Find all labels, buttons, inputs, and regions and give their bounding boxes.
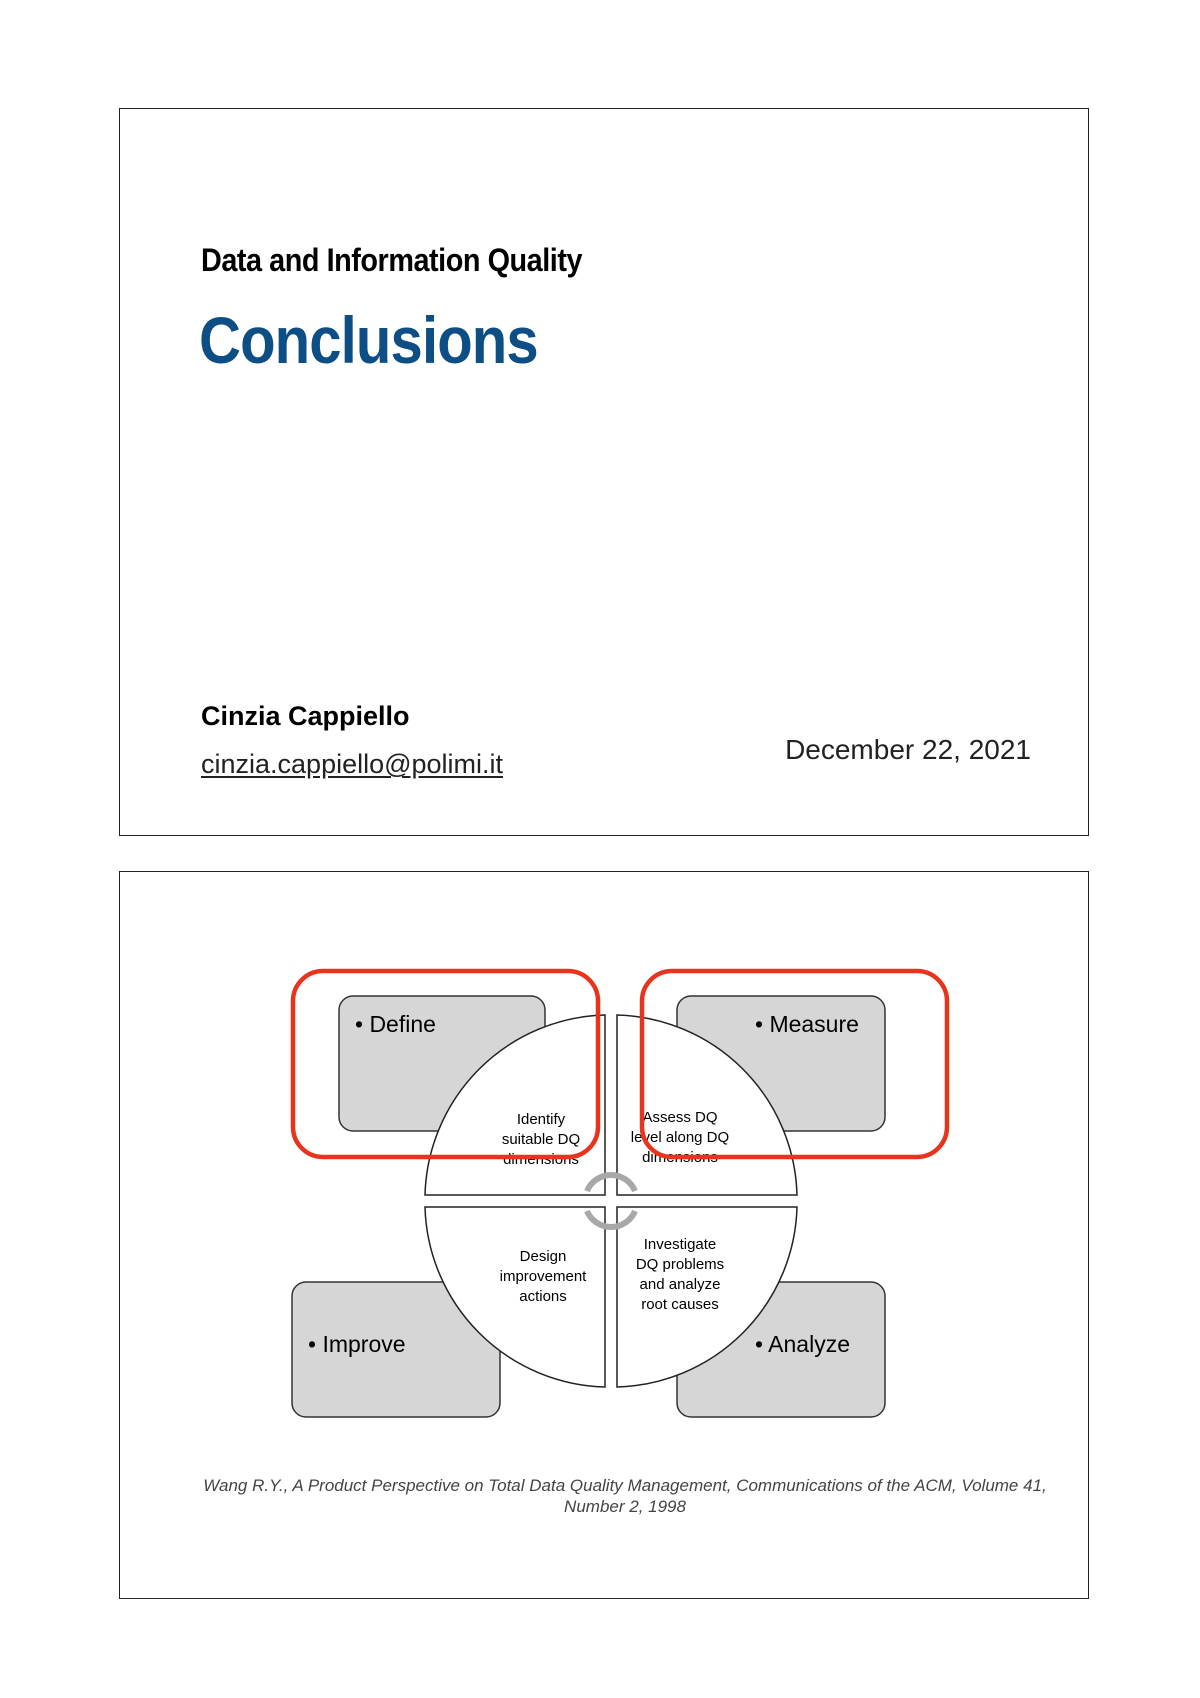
improve-quadrant-line: actions (519, 1288, 567, 1305)
define-quadrant-line: dimensions (503, 1151, 579, 1168)
citation: Wang R.Y., A Product Perspective on Total Data Quality Management, Communications of the ACM, Volume 41, Number 2, 1998 (203, 1476, 1047, 1517)
lecture-date: December 22, 2021 (785, 734, 1031, 765)
improve-quadrant-line: Design (519, 1248, 567, 1265)
analyze-quadrant-line: DQ problems (635, 1256, 725, 1273)
tdqm-cycle-slide (119, 871, 1089, 1599)
analyze-label: • Analyze (755, 1331, 850, 1357)
measure-quadrant-line: Assess DQ (642, 1109, 718, 1126)
course-title: Data and Information Quality (201, 242, 583, 278)
measure-quadrant-line: dimensions (642, 1149, 718, 1166)
define-quadrant-line: Identify (516, 1111, 566, 1128)
author-email-link[interactable]: cinzia.cappiello@polimi.it (201, 749, 504, 779)
slide-title: Conclusions (199, 303, 538, 377)
improve-quadrant-line: improvement (499, 1268, 587, 1285)
analyze-quadrant-line: and analyze (639, 1276, 721, 1293)
analyze-quadrant-line: root causes (641, 1296, 719, 1313)
analyze-quadrant-line: Investigate (643, 1236, 717, 1253)
author-name: Cinzia Cappiello (201, 701, 410, 731)
measure-label: • Measure (755, 1011, 859, 1037)
title-slide (119, 108, 1089, 836)
define-quadrant-line: suitable DQ (501, 1131, 581, 1148)
measure-quadrant-line: level along DQ (630, 1129, 730, 1146)
improve-label: • Improve (308, 1331, 406, 1357)
define-label: • Define (355, 1011, 436, 1037)
